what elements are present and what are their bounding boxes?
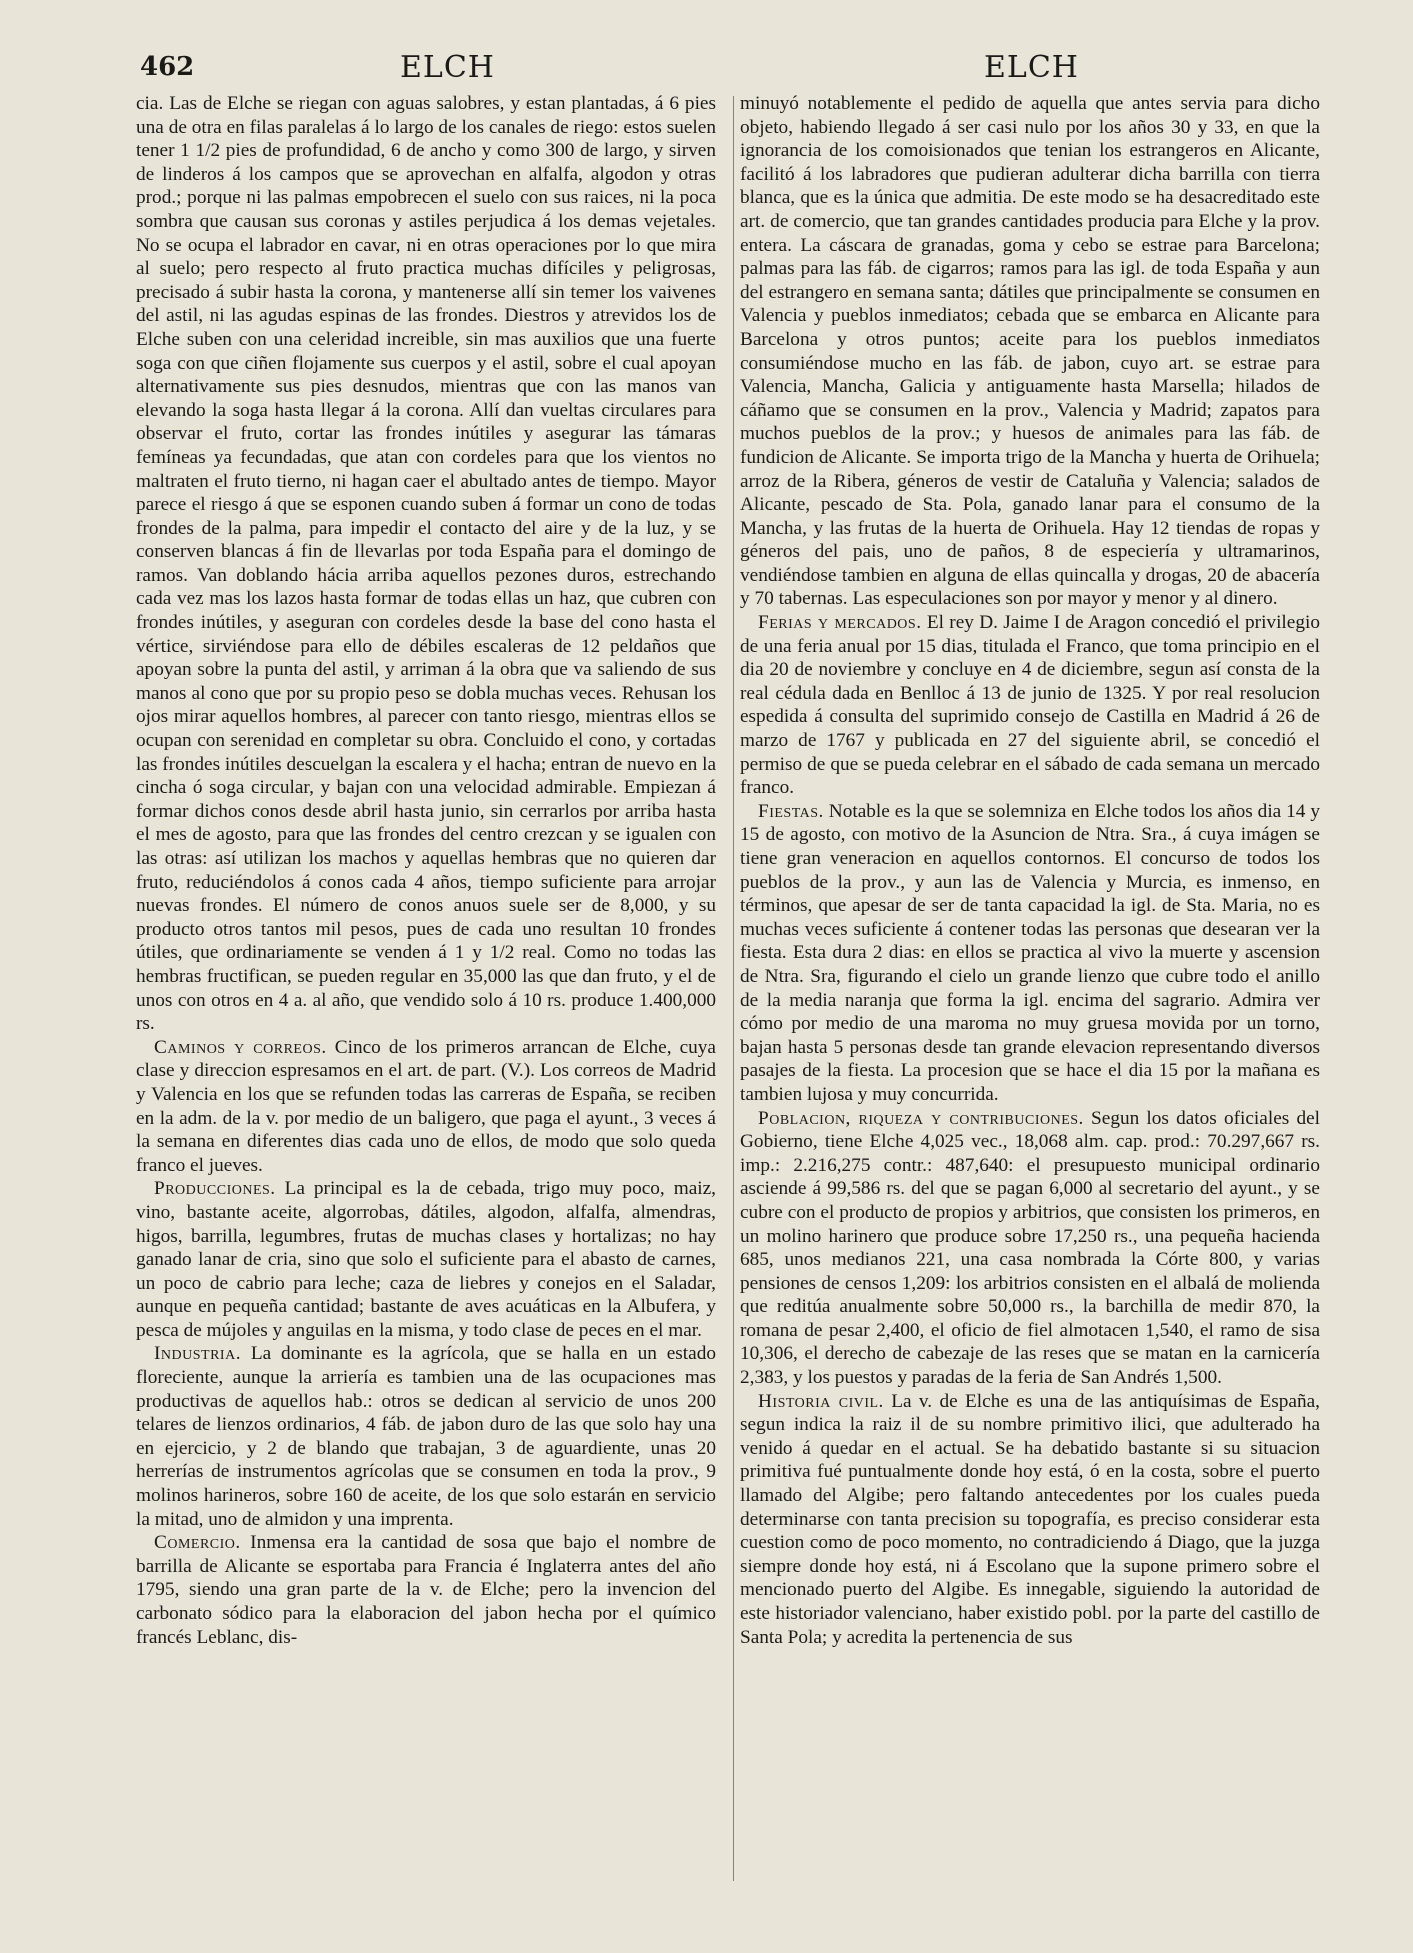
paragraph-comercio-cont: minuyó notablemente el pedido de aquella que antes servia para dicho objeto, habiendo llegado á ser casi nulo por los años 30 y 33, en que la ignorancia de los comoisionados que tenian los estrangeros en Alicante, facilitó á los labradores que pudieran adulterar dicha barrilla con tierra blanca, que es la única que admitia. De este modo se ha desacreditado este art. de comercio, que tan grandes cantidades producia para Elche y la prov. entera. La cáscara de granadas, goma y cebo se estrae para Barcelona; palmas para las fáb. de cigarros; ramos para las igl. de toda España y aun del estrangero en semana santa; dátiles que principalmente se consumen en Valencia y pueblos inmediatos; cebada que se embarca en Alicante para Barcelona y otros puntos; aceite para los pueblos inmediatos consumiéndose mucho en las fáb. de jabon, cuyo art. se estrae para Valencia, Mancha, Galicia y antiguamente hasta Marsella; hilados de cáñamo que se consumen en la prov., Valencia y Madrid; zapatos para muchos pueblos de la prov.; y huesos de animales para las fáb. de fundicion de Alicante. Se importa trigo de la Mancha y huerta de Orihuela; arroz de la Ribera, géneros de vestir de Cataluña y Valencia; salados de Alicante, pescado de Sta. Pola, ganado lanar para el consumo de la Mancha, y las frutas de la huerta de Orihuela. Hay 12 tiendas de ropas y géneros del pais, uno de paños, 8 de especiería y ultramarinos, vendiéndose tambien en alguna de ellas quincalla y drogas, 20 de abacería y 70 tabernas. Las especulaciones son por mayor y menor y al dinero. (740, 93, 1320, 610)
section-heading-industria: Industria. (154, 1343, 242, 1365)
right-column (740, 92, 1320, 1649)
section-heading-caminos: Caminos y correos. (154, 1036, 327, 1058)
paragraph-industria (136, 1342, 716, 1531)
section-text-industria: La dominante es la agrícola, que se halla en un estado floreciente, aunque la arriería es tambien una de las ocupaciones mas productivas de aquellos hab.: otros se dedican al servicio de unos 200 telares de lienzos ordinarios, 4 fáb. de jabon duro de las que solo hay una en ejercicio, y 2 de blando que trabajan, 3 de aguardiente, unas 20 herrerías de instrumentos agrícolas que se consumen en toda la prov., 9 molinos harineros, sobre 160 de aceite, de los que solo estarán en servicio la mitad, uno de almidon y una imprenta. (136, 1343, 716, 1530)
section-heading-fiestas: Fiestas. (758, 800, 824, 822)
section-heading-poblacion: Poblacion, riqueza y contribuciones. (758, 1107, 1084, 1129)
running-title-left: ELCH (400, 50, 495, 85)
paragraph-poblacion (740, 1107, 1320, 1390)
section-text-poblacion: Segun los datos oficiales del Gobierno, tiene Elche 4,025 vec., 18,068 alm. cap. prod.: 70.297,667 rs. imp.: 2.216,275 contr.: 487,640: el presupuesto municipal ordinario asciende á 99,586 rs. del que se pagan 6,000 al secretario del ayunt., y se cubre con el producto de propios y arbitrios, que consisten los primeros, en un molino harinero que produce sobre 17,250 rs., una pequeña hacienda 685, unos medianos 221, una casa nombrada la Córte 800, y varias pensiones de censos 1,209: los arbitrios consisten en el albalá de molienda que reditúa anualmente sobre 50,000 rs., la barchilla de medir 870, la romana de pesar 2,400, el oficio de fiel almotacen 1,540, el ramo de sisa 10,306, el derecho de cabezaje de las reses que se matan en la carnicería 2,383, y los puestos y paradas de la feria de San Andrés 1,500. (740, 1107, 1320, 1389)
section-text-producciones: La principal es la de cebada, trigo muy poco, maiz, vino, bastante aceite, algorrobas, dátiles, algodon, alfalfa, almendras, higos, barrilla, legumbres, frutas de muchas clases y hortalizas; no hay ganado lanar de cria, sino que solo el suficiente para el abasto de carnes, un poco de cabrio para leche; caza de liebres y conejos en el Saladar, aunque en pequeña cantidad; bastante de aves acuáticas en la Albufera, y pesca de mújoles y anguilas en la misma, y todo clase de peces en el mar. (136, 1178, 716, 1341)
page-number: 462 (140, 52, 195, 82)
paragraph-ferias (740, 611, 1320, 800)
paragraph-historia (740, 1390, 1320, 1650)
paragraph-producciones (136, 1177, 716, 1342)
page-header (0, 50, 1413, 90)
section-text-comercio: Inmensa era la cantidad de sosa que bajo el nombre de barrilla de Alicante se esportaba para Francia é Inglaterra antes del año 1795, siendo una gran parte de la v. de Elche; pero la invencion del carbonato sódico para la elaboracion del jabon hecha por el químico francés Leblanc, dis- (136, 1532, 716, 1648)
running-title-right: ELCH (984, 50, 1079, 85)
section-text-fiestas: Notable es la que se solemniza en Elche todos los años dia 14 y 15 de agosto, con motivo de la Asuncion de Ntra. Sra., á cuya imágen se tiene gran veneracion en aquellos contornos. El concurso de todos los pueblos de la prov., y aun las de Valencia y Murcia, es inmenso, en términos, que apesar de ser de tanta capacidad la igl. de Sta. Maria, no es muchas veces suficiente á contener todas las personas que desearan ver la fiesta. Esta dura 2 dias: en ellos se practica al vivo la muerte y ascension de Ntra. Sra, figurando el cielo un grande lienzo que cubre todo el anillo de la media naranja que forma la igl. encima del sagrario. Admira ver cómo por medio de una maroma no muy gruesa movida por un torno, bajan hasta 5 personas desde tan grande elevacion representando diversos pasajes de la fiesta. La procesion que se hace el dia 15 por la mañana es tambien lujosa y muy concurrida. (740, 800, 1320, 1105)
section-text-historia: La v. de Elche es una de las antiquísimas de España, segun indica la raiz il de su nombre primitivo ilici, que adulterado ha venido á quedar en el actual. Se ha debatido bastante si su situacion primitiva fué puntualmente donde hoy está, ó en la costa, sobre el puerto llamado del Algibe; pero faltando antecedentes por los cuales pueda determinarse con tanta precision su topografía, es preciso considerar esta cuestion como de poco momento, no contradiciendo á Diago, que la juzga siempre donde hoy está, ni á Escolano que la supone primero sobre el mencionado puerto del Algibe. Es innegable, siguiendo la autoridad de este historiador valenciano, haber existido pobl. por la parte del castillo de Santa Pola; y acredita la pertenencia de sus (740, 1390, 1321, 1648)
left-column (136, 92, 716, 1649)
section-heading-comercio: Comercio. (154, 1532, 241, 1554)
paragraph-caminos (136, 1036, 716, 1178)
section-text-caminos: Cinco de los primeros arrancan de Elche, cuya clase y direccion espresamos en el art. de part. (V.). Los correos de Madrid y Valencia en los que se refunden todas las carreras de España, se reciben en la adm. de la v. por medio de un baligero, que paga el ayunt., 3 veces á la semana en diferentes dias cada uno de ellos, de modo que solo queda franco el jueves. (136, 1036, 716, 1176)
paragraph-comercio (136, 1531, 716, 1649)
column-divider (733, 96, 734, 1881)
section-text-ferias: El rey D. Jaime I de Aragon concedió el privilegio de una feria anual por 15 dias, titulada el Franco, que toma principio en el dia 20 de noviembre y concluye en 4 de diciembre, segun así consta de la real cédula dada en Benlloc á 13 de junio de 1325. Y por real resolucion espedida á consulta del suprimido consejo de Castilla en Madrid á 26 de marzo de 1767 y publicada en 27 del siguiente abril, se concedió el permiso de que se pueda celebrar en el sábado de cada semana un mercado franco. (740, 612, 1320, 799)
section-heading-producciones: Producciones. (154, 1178, 276, 1200)
section-heading-ferias: Ferias y mercados. (758, 612, 922, 634)
section-heading-historia: Historia civil. (758, 1390, 884, 1412)
paragraph-palms: cia. Las de Elche se riegan con aguas salobres, y estan plantadas, á 6 pies una de otra en filas paralelas á lo largo de los canales de riego: estos suelen tener 1 1/2 pies de profundidad, 6 de ancho y como 300 de largo, y sirven de linderos á los campos que se aprovechan en alfalfa, algodon y otras prod.; porque ni las palmas empobrecen el suelo con sus raices, ni la poca sombra que causan sus coronas y astiles perjudica á los demas vejetales. No se ocupa el labrador en cavar, ni en otras operaciones por lo que mira al suelo; pero respecto al fruto practica muchas difíciles y peligrosas, precisado á subir hasta la corona, y mantenerse allí sin temer los vaivenes del astil, ni las agudas espinas de las frondes. Diestros y atrevidos los de Elche suben con una celeridad increible, sin mas auxilios que una fuerte soga con que ciñen flojamente sus cuerpos y el astil, sobre el cual apoyan alternativamente sus pies desnudos, mientras que con las manos van elevando la soga hasta llegar á la corona. Allí dan vueltas circulares para observar el fruto, cortar las frondes inútiles y asegurar las támaras femíneas ya fecundadas, que atan con cordeles para que los vientos no maltraten el fruto tierno, ni hagan caer el abultado antes de tiempo. Mayor parece el riesgo á que se esponen cuando suben á formar un cono de todas frondes de la palma, para impedir el contacto del aire y de la luz, y se conserven blancas á fin de llevarlas por toda España para el domingo de ramos. Van doblando hácia arriba aquellos pezones duros, estrechando cada vez mas los lazos hasta formar de todas ellas un haz, que cubren con frondes inútiles, y aseguran con cordeles desde la base del cono hasta el vértice, sirviéndose para ello de débiles escaleras de 12 peldaños que apoyan sobre la punta del astil, y arriman á la obra que va saliendo de sus manos al cono que por su propio peso se dobla muchas veces. Rehusan los ojos mirar aquellos hombres, al parecer con tanto riesgo, mientras ellos se ocupan con serenidad en completar su obra. Concluido el cono, y cortadas las frondes inútiles descuelgan la escalera y el hacha; entran de nuevo en la cincha ó soga circular, y bajan con una velocidad admirable. Empiezan á formar dichos conos desde abril hasta junio, sin cerrarlos por arriba hasta el mes de agosto, para que las frondes del centro crezcan y se igualen con las otras: así utilizan los machos y aquellas hembras que no quieren dar fruto, reduciéndolos á conos cada 4 años, tiempo suficiente para arrojar nuevas frondes. El número de conos anuos suele ser de 8,000, y su producto otros tantos mil pesos, pues de cada uno resultan 10 frondes útiles, que ordinariamente se venden á 1 y 1/2 real. Como no todas las hembras fructifican, se pueden regular en 35,000 las que dan fruto, y el de unos con otros en 4 a. al año, que vendido solo á 10 rs. produce 1.400,000 rs. (136, 93, 716, 1035)
paragraph-fiestas (740, 800, 1320, 1107)
